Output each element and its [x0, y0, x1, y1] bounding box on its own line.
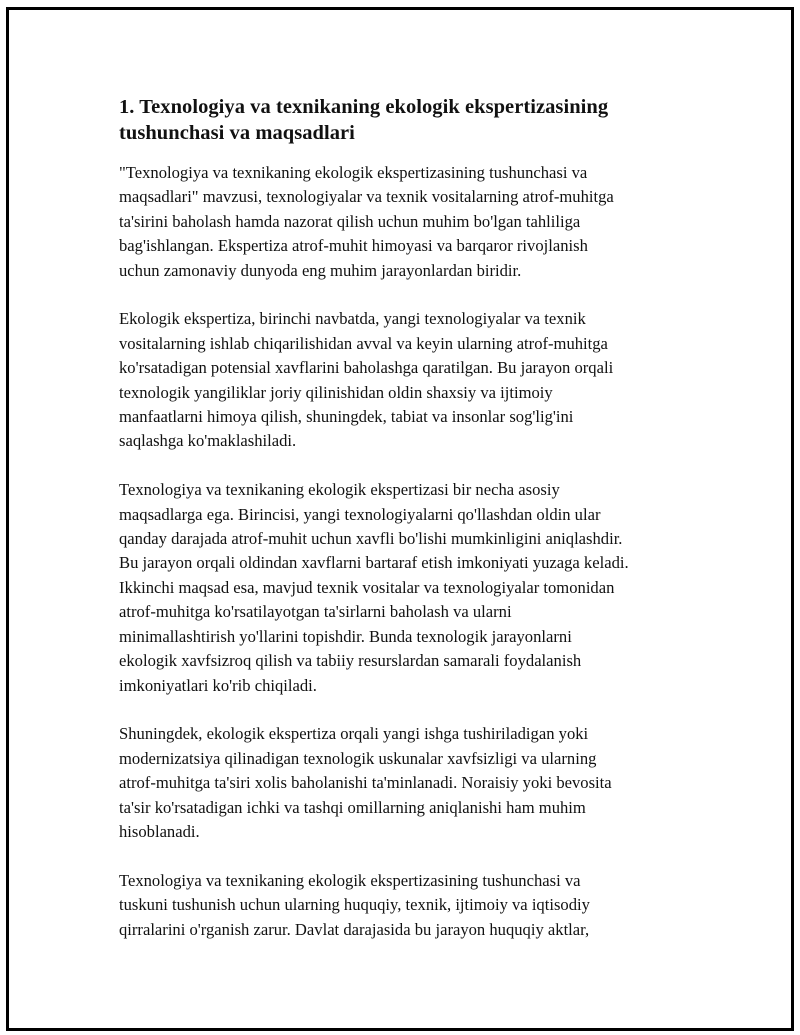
heading-line: tushunchasi va maqsadlari — [119, 122, 355, 144]
text-line: texnologik yangiliklar joriy qilinishidan oldin shaxsiy va ijtimoiy — [119, 382, 553, 402]
text-line: Texnologiya va texnikaning ekologik ekspertizasining tushunchasi va — [119, 870, 581, 890]
text-line: ko'rsatadigan potensial xavflarini baholashga qaratilgan. Bu jarayon orqali — [119, 358, 614, 378]
page-frame — [6, 7, 794, 1031]
text-line: tuskuni tushunish uchun ularning huquqiy, texnik, ijtimoiy va iqtisodiy — [119, 895, 590, 915]
text-line: manfaatlarni himoya qilish, shuningdek, tabiat va insonlar sog'lig'ini — [119, 407, 574, 427]
text-line: qanday darajada atrof-muhit uchun xavfli bo'lishi mumkinligini aniqlashdir. — [119, 529, 623, 549]
heading-line: 1. Texnologiya va texnikaning ekologik ekspertizasining — [119, 96, 609, 118]
text-line: Bu jarayon orqali oldindan xavflarni bartaraf etish imkoniyati yuzaga keladi. — [119, 553, 629, 573]
text-line: hisoblanadi. — [119, 821, 200, 841]
text-line: atrof-muhitga ta'siri xolis baholanishi ta'minlanadi. Noraisiy yoki bevosita — [119, 773, 612, 793]
text-line: maqsadlarga ega. Birincisi, yangi texnologiyalarni qo'llashdan oldin ular — [119, 504, 601, 524]
text-line: "Texnologiya va texnikaning ekologik ekspertizasining tushunchasi va — [119, 163, 588, 182]
text-line: Texnologiya va texnikaning ekologik ekspertizasi bir necha asosiy — [119, 480, 560, 500]
paragraph-2 — [119, 307, 704, 453]
text-line: Ikkinchi maqsad esa, mavjud texnik vositalar va texnologiyalar tomonidan — [119, 577, 615, 597]
paragraph-4 — [119, 722, 704, 844]
document-body — [119, 94, 704, 966]
text-line: maqsadlari" mavzusi, texnologiyalar va texnik vositalarning atrof-muhitga — [119, 187, 614, 207]
paragraph-3 — [119, 478, 704, 698]
text-line: bag'ishlangan. Ekspertiza atrof-muhit himoyasi va barqaror rivojlanish — [119, 236, 588, 256]
text-line: vositalarning ishlab chiqarilishidan avval va keyin ularning atrof-muhitga — [119, 333, 608, 353]
text-line: ekologik xavfsizroq qilish va tabiiy resurslardan samarali foydalanish — [119, 651, 582, 671]
text-line: saqlashga ko'maklashiladi. — [119, 431, 297, 451]
text-line: ta'sirini baholash hamda nazorat qilish uchun muhim bo'lgan tahliliga — [119, 211, 581, 231]
paragraph-1 — [119, 161, 704, 283]
section-heading — [119, 94, 704, 146]
text-line: imkoniyatlari ko'rib chiqiladi. — [119, 675, 317, 695]
text-line: atrof-muhitga ko'rsatilayotgan ta'sirlarni baholash va ularni — [119, 602, 512, 622]
paragraph-5 — [119, 869, 704, 942]
text-line: modernizatsiya qilinadigan texnologik uskunalar xavfsizligi va ularning — [119, 748, 597, 768]
text-line: uchun zamonaviy dunyoda eng muhim jarayonlardan biridir. — [119, 260, 522, 280]
text-line: minimallashtirish yo'llarini topishdir. Bunda texnologik jarayonlarni — [119, 626, 572, 646]
text-line: Shuningdek, ekologik ekspertiza orqali yangi ishga tushiriladigan yoki — [119, 724, 589, 744]
text-line: Ekologik ekspertiza, birinchi navbatda, yangi texnologiyalar va texnik — [119, 309, 586, 329]
text-line: ta'sir ko'rsatadigan ichki va tashqi omillarning aniqlanishi ham muhim — [119, 797, 586, 817]
text-line: qirralarini o'rganish zarur. Davlat darajasida bu jarayon huquqiy aktlar, — [119, 919, 590, 939]
